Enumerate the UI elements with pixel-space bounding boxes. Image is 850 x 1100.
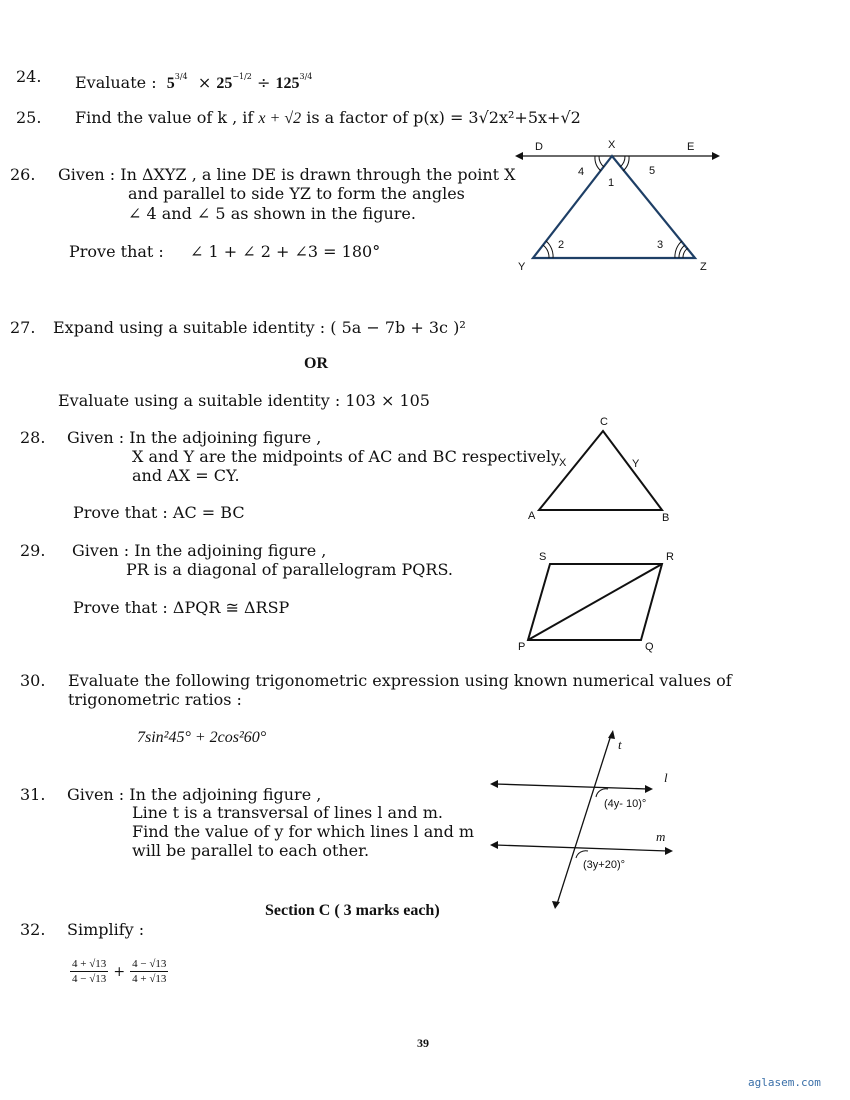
label-m: m <box>656 829 666 844</box>
q24-question <box>75 67 312 93</box>
q28-prove: Prove that : AC = BC <box>73 503 245 522</box>
q24-number: 24. <box>16 67 42 86</box>
section-c-heading: Section C ( 3 marks each) <box>265 902 440 919</box>
label-Y: Y <box>632 458 640 470</box>
label-D: D <box>535 141 543 153</box>
q32-plus: + <box>113 964 126 980</box>
q28-line1: Given : In the adjoining figure , <box>67 428 322 447</box>
q25-text: Find the value of k , if <box>75 108 254 127</box>
q25-factor: x + √2 <box>258 110 302 127</box>
q24-label: Evaluate : <box>75 73 157 92</box>
q27-number: 27. <box>10 318 36 337</box>
q25-number: 25. <box>16 108 42 127</box>
q28-triangle-figure <box>525 414 675 524</box>
footer-watermark: aglasem.com <box>748 1076 821 1089</box>
q27-text: Expand using a suitable identity : ( 5a − 7b + 3c )² <box>53 318 466 337</box>
q27-alt: Evaluate using a suitable identity : 103 × 105 <box>58 391 430 410</box>
q32-frac2-denominator: 4 + √13 <box>132 973 167 985</box>
q28-line3: and AX = CY. <box>132 466 240 485</box>
q28-number: 28. <box>20 428 46 447</box>
q24-base1: 5 <box>166 75 175 92</box>
q32-frac1-denominator: 4 − √13 <box>72 973 107 985</box>
label-Y: Y <box>518 261 526 273</box>
q31-transversal-figure <box>490 727 685 907</box>
q29-line1: Given : In the adjoining figure , <box>72 541 327 560</box>
q24-exp2: −1/2 <box>232 72 252 81</box>
label-A: A <box>528 510 536 522</box>
angle-2: 2 <box>558 239 565 251</box>
q31-line2: Line t is a transversal of lines l and m. <box>132 803 443 822</box>
q24-exp3: 3/4 <box>299 72 313 81</box>
label-Q: Q <box>645 641 654 653</box>
label-E: E <box>687 141 695 153</box>
q32-fraction-2 <box>130 957 168 986</box>
label-X: X <box>608 139 616 151</box>
q29-number: 29. <box>20 541 46 560</box>
q32-expression <box>70 957 168 986</box>
angle-5: 5 <box>649 165 656 177</box>
q24-times: × <box>197 73 212 92</box>
angle-1: 1 <box>608 177 615 189</box>
q26-line3: ∠ 4 and ∠ 5 as shown in the figure. <box>128 204 416 223</box>
label-S: S <box>539 551 547 563</box>
q27-or: OR <box>304 355 328 372</box>
q24-base3: 125 <box>275 75 300 92</box>
q30-line2: trigonometric ratios : <box>68 690 242 709</box>
angle-4y-10: (4y- 10)° <box>604 798 647 810</box>
q32-text: Simplify : <box>67 920 145 939</box>
q31-line3: Find the value of y for which lines l and m <box>132 822 475 841</box>
angle-4: 4 <box>578 166 585 178</box>
q30-expression: 7sin²45° + 2cos²60° <box>137 729 267 746</box>
q29-prove: Prove that : ΔPQR ≅ ΔRSP <box>73 598 290 617</box>
q26-prove-label: Prove that : <box>69 242 164 261</box>
q29-parallelogram-figure <box>514 546 674 656</box>
q28-line2: X and Y are the midpoints of AC and BC respectively <box>132 447 561 466</box>
label-Z: Z <box>700 261 707 273</box>
q32-number: 32. <box>20 920 46 939</box>
label-X: X <box>559 457 567 469</box>
q26-prove-statement: ∠ 1 + ∠ 2 + ∠3 = 180° <box>190 242 381 261</box>
q25-text2: is a factor of p(x) = 3√2x²+5x+√2 <box>306 108 581 127</box>
q31-line1: Given : In the adjoining figure , <box>67 785 322 804</box>
q26-line2: and parallel to side YZ to form the angles <box>128 184 465 203</box>
q32-frac2-numerator: 4 − √13 <box>132 958 167 970</box>
angle-3: 3 <box>657 239 664 251</box>
page-number: 39 <box>417 1036 429 1050</box>
q30-line1: Evaluate the following trigonometric expression using known numerical values of <box>68 671 732 690</box>
label-R: R <box>666 551 674 563</box>
label-B: B <box>662 512 670 524</box>
q29-line2: PR is a diagonal of parallelogram PQRS. <box>126 560 453 579</box>
label-l: l <box>664 770 668 785</box>
q24-exp1: 3/4 <box>174 72 188 81</box>
q26-triangle-figure <box>515 135 725 275</box>
angle-3y-20: (3y+20)° <box>583 859 626 871</box>
label-C: C <box>600 416 608 428</box>
q31-line4: will be parallel to each other. <box>132 841 370 860</box>
q30-number: 30. <box>20 671 46 690</box>
q32-frac1-numerator: 4 + √13 <box>72 958 107 970</box>
q25-question <box>75 108 581 128</box>
q31-number: 31. <box>20 785 46 804</box>
q26-line1: Given : In ΔXYZ , a line DE is drawn through the point X <box>58 165 516 184</box>
q26-number: 26. <box>10 165 36 184</box>
label-t: t <box>618 737 622 752</box>
label-P: P <box>518 641 526 653</box>
q32-fraction-1 <box>70 957 108 986</box>
q24-base2: 25 <box>216 75 233 92</box>
q24-div: ÷ <box>256 73 271 92</box>
